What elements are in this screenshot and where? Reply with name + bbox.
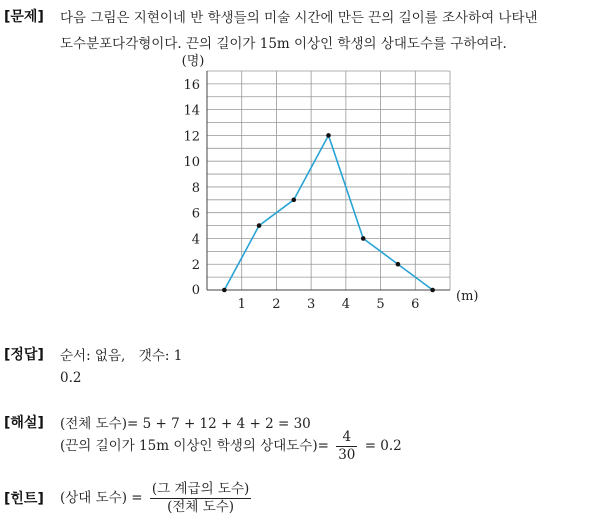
y-tick-label: 12 <box>183 129 200 145</box>
hint-fraction-denominator: (전체 도수) <box>167 499 235 515</box>
hint-tag: [힌트] <box>4 491 44 507</box>
data-point <box>222 288 227 293</box>
y-axis-label: (명) <box>181 54 205 69</box>
hint-fraction-numerator: (그 계급의 도수) <box>151 481 250 497</box>
y-tick-label: 14 <box>183 103 200 119</box>
x-tick-label: 2 <box>272 297 281 312</box>
data-point <box>257 223 262 228</box>
problem-text-line2: 도수분포다각형이다. 끈의 길이가 15m 이상인 학생의 상대도수를 구하여라. <box>60 36 507 52</box>
answer-line1: 순서: 없음, 갯수: 1 <box>60 348 183 364</box>
solution-fraction-numerator: 4 <box>336 430 357 447</box>
y-tick-label: 8 <box>191 180 200 196</box>
solution-fraction <box>336 430 357 463</box>
y-tick-label: 4 <box>191 232 200 248</box>
answer-line2: 0.2 <box>60 370 82 386</box>
origin-label: 0 <box>191 283 200 298</box>
y-tick-label: 10 <box>183 155 200 171</box>
hint-formula <box>60 482 254 515</box>
data-point <box>361 236 366 241</box>
x-axis-label: (m) <box>456 289 479 304</box>
data-point <box>430 288 435 293</box>
solution-line2 <box>60 430 402 463</box>
problem-tag: [문제] <box>4 9 44 25</box>
solution-fraction-denominator: 30 <box>338 447 356 463</box>
x-tick-label: 3 <box>307 297 316 312</box>
x-tick-label: 5 <box>376 297 385 312</box>
x-tick-label: 6 <box>411 297 420 312</box>
solution-line2-suffix: = 0.2 <box>364 438 402 454</box>
data-point <box>291 198 296 203</box>
solution-tag: [해설] <box>4 415 44 431</box>
x-tick-label: 4 <box>341 297 350 312</box>
data-point <box>326 133 331 138</box>
problem-text-line1: 다음 그림은 지현이네 반 학생들의 미술 시간에 만든 끈의 길이를 조사하여 나타낸 <box>60 10 538 26</box>
y-tick-label: 16 <box>183 77 200 93</box>
hint-prefix: (상대 도수) = <box>60 490 143 506</box>
hint-fraction <box>150 482 251 515</box>
data-point <box>396 262 401 267</box>
solution-line2-prefix: (끈의 길이가 15m 이상인 학생의 상대도수)= <box>60 438 329 454</box>
y-tick-label: 2 <box>191 258 200 274</box>
y-tick-label: 6 <box>191 206 200 222</box>
x-tick-label: 1 <box>237 297 246 312</box>
answer-tag: [정답] <box>4 347 44 363</box>
solution-line1: (전체 도수)= 5 + 7 + 12 + 4 + 2 = 30 <box>60 416 311 432</box>
